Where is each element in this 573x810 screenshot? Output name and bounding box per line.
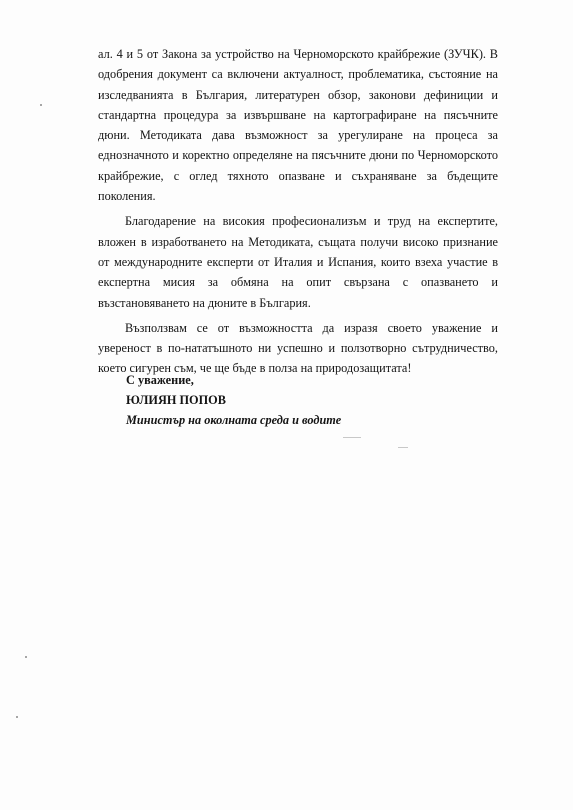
scan-speck — [40, 104, 42, 106]
paragraph-gratitude: Възползвам се от възможността да изразя своето уважение и увереност в по-нататъшното ни успешно и ползотворно сътрудничество, което сигурен съм, че ще бъде в полза на природозащитата! — [98, 320, 498, 376]
letter-body — [98, 44, 498, 384]
scan-speck — [16, 716, 18, 718]
scan-speck — [343, 437, 361, 438]
signature-name: ЮЛИЯН ПОПОВ — [126, 393, 226, 407]
scan-speck — [398, 447, 408, 448]
signature-title: Министър на околната среда и водите — [126, 413, 342, 427]
paragraph-methodology: ал. 4 и 5 от Закона за устройство на Черноморското крайбрежие (ЗУЧК). В одобрения документ са включени актуалност, проблематика, състояние на изследванията в България, литературен обзор, законови дефиниции и стандартна процедура за извършване на картографиране на пясъчните дюни. Методиката дава възможност за урегулиране на процеса за еднозначното и коректно определяне на пясъчните дюни по Черноморското крайбрежие, с оглед тяхното опазване и съхраняване за бъдещите поколения. — [98, 47, 498, 204]
paragraph-recognition: Благодарение на високия професионализъм и труд на експертите, вложен в изработването на Методиката, същата получи високо признание от международните експерти от Италия и Испания, които взеха участие в експертна мисия за обмяна на опит свързана с опазването и възстановяването на дюните в България. — [98, 214, 498, 310]
signature-closing: С уважение, — [126, 373, 194, 387]
scan-speck — [25, 656, 27, 658]
signature-block — [126, 370, 426, 430]
